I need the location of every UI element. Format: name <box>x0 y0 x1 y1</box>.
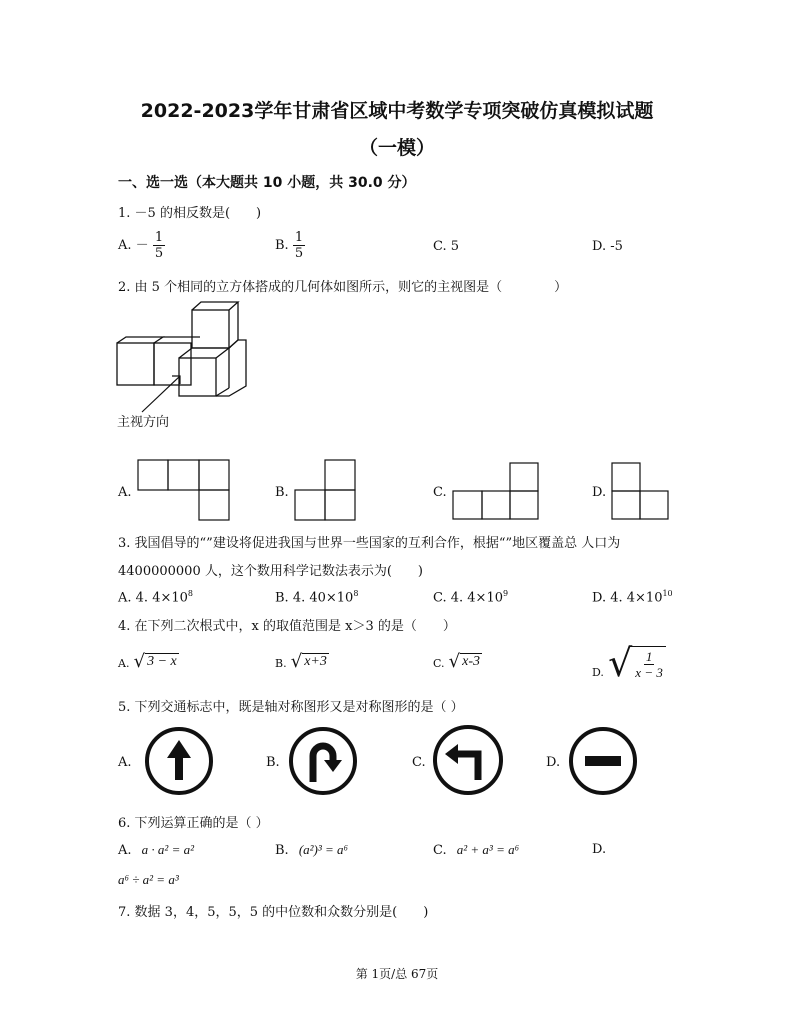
q4-b-radical <box>291 651 329 672</box>
sqrt-icon: √ <box>133 651 146 672</box>
q4-d-numerator: 1 <box>645 649 653 664</box>
view-direction-caption: 主视方向 <box>117 415 170 430</box>
sqrt-icon: √ <box>608 641 633 685</box>
q1-a-fraction <box>153 230 165 261</box>
q5-option-d-sign[interactable] <box>568 726 638 796</box>
q1-a-numerator: 1 <box>154 230 164 245</box>
q6-option-b[interactable] <box>275 842 348 858</box>
exam-subtitle: （一模） <box>358 137 435 159</box>
q1-option-d[interactable]: D. -5 <box>592 239 623 254</box>
q2-option-b-figure[interactable] <box>294 459 356 523</box>
q1-b-fraction <box>293 230 305 261</box>
q1-option-c[interactable]: C. 5 <box>433 239 460 254</box>
q1-b-numerator: 1 <box>294 230 304 245</box>
sqrt-icon: √ <box>290 651 303 672</box>
q6-option-a[interactable] <box>118 842 194 858</box>
q6-a-label: A. <box>118 843 132 858</box>
q5-option-a-sign[interactable] <box>144 726 214 796</box>
q2-option-c-figure[interactable] <box>452 462 540 522</box>
q3-stem-line2: 4400000000 人，这个数用科学记数法表示为( ) <box>118 564 423 579</box>
q4-a-radicand: 3 − x <box>147 654 177 669</box>
q2-option-b-label[interactable]: B. <box>275 485 289 500</box>
q4-option-c[interactable] <box>433 651 482 672</box>
q4-c-radicand: x-3 <box>462 654 481 669</box>
q5-option-d-label[interactable]: D. <box>546 755 561 770</box>
q2-option-a-label[interactable]: A. <box>118 485 132 500</box>
q4-a-radical <box>134 651 179 672</box>
q3-b-base: B. 4. 40×10 <box>275 590 354 606</box>
q6-option-c[interactable] <box>433 842 519 858</box>
q6-b-expression: (a²)³ = a⁶ <box>298 842 349 857</box>
q2-option-a-figure[interactable] <box>137 459 232 523</box>
q1-option-a[interactable] <box>118 230 165 261</box>
q4-d-radical <box>608 641 666 685</box>
q3-d-exponent: 10 <box>662 589 673 598</box>
section-heading: 一、选一选（本大题共 10 小题，共 30.0 分） <box>118 175 416 191</box>
q1-option-b[interactable] <box>275 230 305 261</box>
q4-d-denominator: x − 3 <box>635 665 663 680</box>
q7-stem: 7. 数据 3，4，5，5，5 的中位数和众数分别是( ) <box>118 905 429 920</box>
q4-c-label: C. <box>433 657 445 670</box>
q2-stem: 2. 由 5 个相同的立方体搭成的几何体如图所示，则它的主视图是（ ） <box>118 280 568 295</box>
q4-b-radicand: x+3 <box>304 654 327 669</box>
q1-a-denominator: 5 <box>154 246 164 261</box>
q6-c-label: C. <box>433 843 447 858</box>
q3-b-exponent: 8 <box>353 589 359 598</box>
q6-c-expression: a² + a³ = a⁶ <box>456 842 520 857</box>
q4-b-label: B. <box>275 657 287 670</box>
exam-title: 2022-2023学年甘肃省区域中考数学专项突破仿真模拟试题 <box>140 100 654 122</box>
q6-option-d-expression[interactable]: a⁶ ÷ a² = a³ <box>118 872 179 887</box>
q5-option-c-label[interactable]: C. <box>412 755 426 770</box>
q1-a-sign: － <box>135 238 149 253</box>
q1-stem: 1. －5 的相反数是( ) <box>118 206 262 221</box>
q4-c-radical <box>449 651 482 672</box>
sqrt-icon: √ <box>448 651 461 672</box>
q3-stem: 3. 我国倡导的“”建设将促进我国与世界一些国家的互利合作，根据“”地区覆盖总 人口为 <box>118 536 621 551</box>
q3-c-exponent: 9 <box>503 589 509 598</box>
q3-a-base: A. 4. 4×10 <box>118 590 188 606</box>
q4-option-a[interactable] <box>118 651 179 672</box>
q4-a-label: A. <box>118 657 130 670</box>
q5-option-b-sign[interactable] <box>288 726 358 796</box>
q4-stem: 4. 在下列二次根式中，x 的取值范围是 x＞3 的是（ ） <box>118 619 456 634</box>
q3-d-base: D. 4. 4×10 <box>592 590 663 606</box>
q1-b-label: B. <box>275 238 289 253</box>
q3-c-base: C. 4. 4×10 <box>433 590 503 606</box>
q6-b-label: B. <box>275 843 289 858</box>
q4-option-b[interactable] <box>275 651 329 672</box>
q1-a-label: A. <box>118 238 132 253</box>
q4-option-d[interactable] <box>592 641 666 685</box>
q6-stem: 6. 下列运算正确的是（ ） <box>118 816 269 831</box>
q3-a-exponent: 8 <box>187 589 193 598</box>
q2-option-c-label[interactable]: C. <box>433 485 447 500</box>
q5-option-a-label[interactable]: A. <box>118 755 132 770</box>
q6-option-d-label[interactable]: D. <box>592 842 607 857</box>
q5-option-c-sign[interactable] <box>432 724 504 796</box>
q2-option-d-figure[interactable] <box>611 462 671 522</box>
page-footer: 第 1页/总 67页 <box>355 967 439 981</box>
q4-d-label: D. <box>592 666 604 679</box>
q6-a-expression: a · a² = a² <box>141 842 194 857</box>
q2-option-d-label[interactable]: D. <box>592 485 607 500</box>
q5-stem: 5. 下列交通标志中，既是轴对称图形又是对称图形的是（ ） <box>118 700 464 715</box>
q3-option-d[interactable] <box>592 589 673 605</box>
q3-option-c[interactable] <box>433 589 508 605</box>
q3-option-a[interactable] <box>118 589 193 605</box>
q3-option-b[interactable] <box>275 589 358 605</box>
q1-b-denominator: 5 <box>294 246 304 261</box>
q5-option-b-label[interactable]: B. <box>266 755 280 770</box>
q4-d-fraction <box>632 646 666 680</box>
